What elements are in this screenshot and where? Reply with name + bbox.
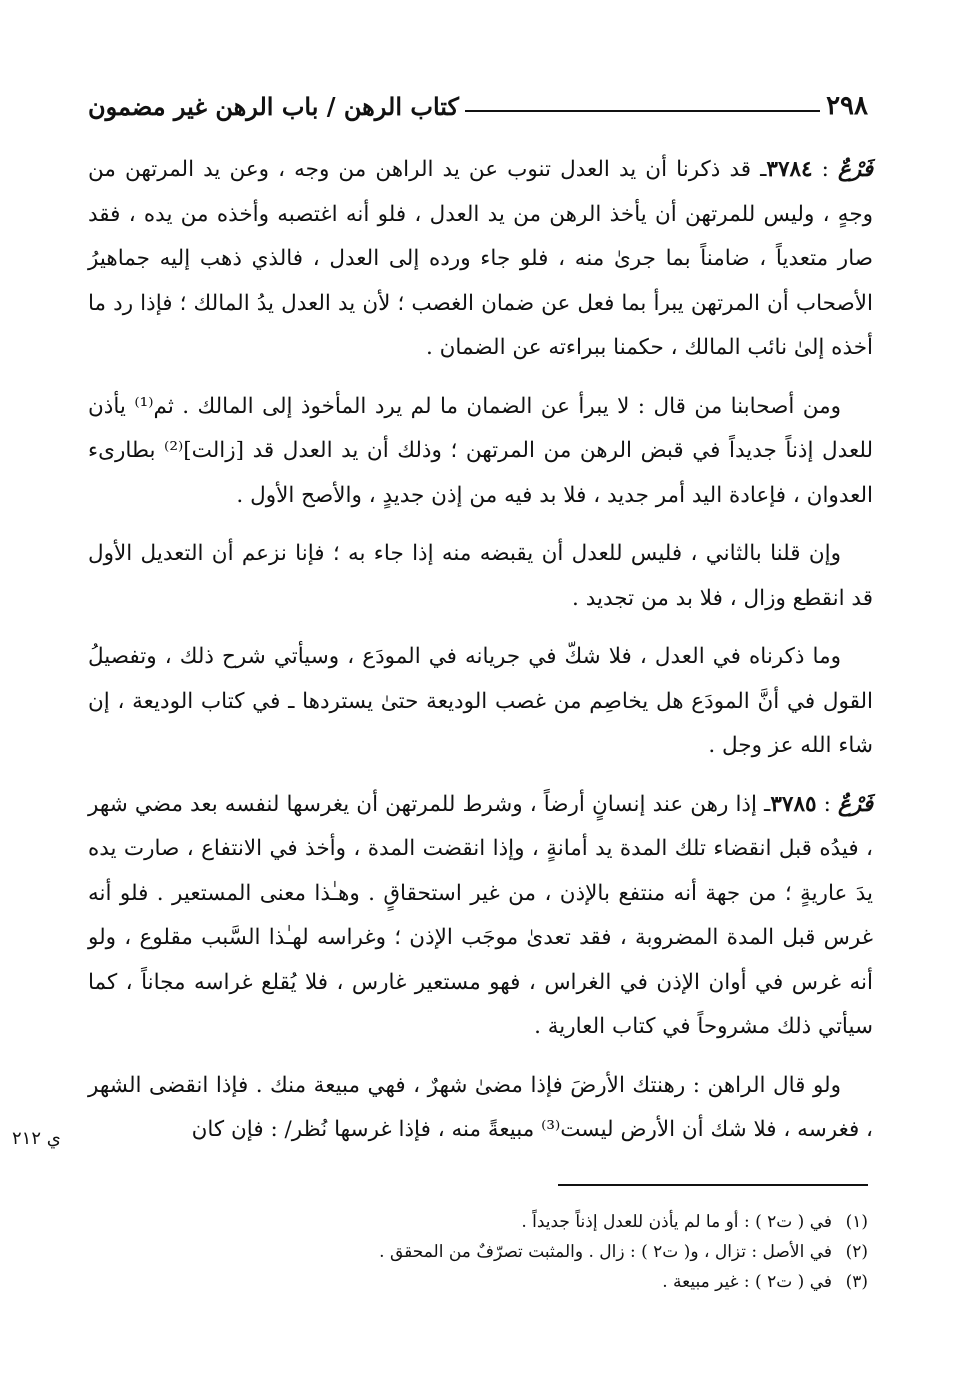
footnote-1 — [300, 1207, 868, 1237]
footnote-2 — [300, 1237, 868, 1267]
footnote-rule — [558, 1184, 868, 1186]
paragraph: ومن أصحابنا من قال : لا يبرأ عن الضمان ما لم يرد المأخوذ إلى المالك . ثم⁽¹⁾ يأذن للعدل إذناً جديداً في قبض الرهن من المرتهن ؛ وذلك أن يد العدل قد [زالت]⁽²⁾ بطارىء العدوان ، فإعادة اليد أمر جديد ، فلا بد فيه من إذن جديدٍ ، والأصح الأول . — [88, 393, 873, 508]
footnote-text: في الأصل : تزال ، و( ت٢ ) : زال . والمثبت تصرّفٌ من المحقق . — [379, 1242, 832, 1262]
footnote-text: في ( ت٢ ) : غير مبيعة . — [662, 1272, 832, 1292]
paragraph: وما ذكرناه في العدل ، فلا شكّ في جريانه في المودَع ، وسيأتي شرح ذلك ، وتفصيلُ القول في أنَّ المودَع هل يخاصِم من غصب الوديعة حتىٰ يستردها ـ في كتاب الوديعة ، إن شاء الله عز وجل . — [88, 644, 873, 758]
running-title: كتاب الرهن / باب الرهن غير مضمون — [88, 91, 459, 121]
page-header — [88, 86, 868, 126]
paragraph: وإن قلنا بالثاني ، فليس للعدل أن يقبضه منه إذا جاء به ؛ فإنا نزعم أن التعديل الأول قد انقطع وزال ، فلا بد من تجديد . — [88, 541, 873, 611]
paragraph-3784 — [88, 148, 873, 371]
far-heading: فَرْعٌ — [838, 157, 873, 182]
footnote-text: في ( ت٢ ) : أو ما لم يأذن للعدل إذناً جديداً . — [521, 1212, 832, 1232]
paragraph-text: ـ قد ذكرنا أن يد العدل تنوب عن يد الراهن من وجه ، وعن يد المرتهن من وجهٍ ، وليس للمرتهن أن يأخذ الرهن من يد العدل ، فلو أنه اغتصبه وأخذه من يده ، فقد صار متعدياً ، ضامناً بما جرىٰ منه ، فلو جاء ورده إلى العدل ، فالذي ذهب إليه جماهيرُ الأصحاب أن المرتهن يبرأ بما فعل عن ضمان الغصب ؛ لأن يد العدل يدُ المالك ؛ فإذا رد ما أخذه إلىٰ نائب المالك ، حكمنا ببراءته عن الضمان . — [88, 157, 873, 360]
footnote-3 — [300, 1267, 868, 1297]
main-text — [88, 148, 873, 1167]
header-rule — [465, 110, 820, 112]
paragraph-3785 — [88, 783, 873, 1050]
issue-number: ٣٧٨٥ — [770, 791, 817, 817]
footnotes — [300, 1207, 868, 1297]
page-number: ٢٩٨ — [826, 91, 868, 121]
footnote-number: (٣) — [845, 1272, 868, 1292]
footnote-number: (٢) — [845, 1242, 868, 1262]
issue-number: ٣٧٨٤ — [766, 157, 813, 182]
colon: : — [812, 157, 839, 182]
footnote-number: (١) — [845, 1212, 868, 1232]
manuscript-margin-note: ي ٢١٢ — [12, 1128, 61, 1149]
colon: : — [816, 791, 838, 817]
paragraph: ولو قال الراهن : رهنتك الأرضَ فإذا مضىٰ شهرٌ ، فهي مبيعة منك . فإذا انقضى الشهر ، فغرسه ، فلا شك أن الأرض ليست⁽³⁾ مبيعةً منه ، فإذا غرسها نُظر/ : فإن كان — [88, 1072, 873, 1142]
paragraph-text: ـ إذا رهن عند إنسانٍ أرضاً ، وشرط للمرتهن أن يغرسها لنفسه بعد مضي شهر ، فيدُه قبل انقضاء تلك المدة يد أمانةٍ ، وإذا انقضت المدة ، وأخذ في الانتفاع ، صارت يده يدَ عاريةٍ ؛ من جهة أنه منتفع بالإذن ، من غير استحقاقٍ . وهـٰذا معنى المستعير . فلو أنه غرس قبل المدة المضروبة ، فقد تعدىٰ موجَب الإذن ؛ وغراسه لهـٰذا السَّبب مقلوع ، ولو أنه غرس في أوان الإذن في الغراس ، فهو مستعير غارس ، فلا يُقلع غراسه مجاناً ، كما سيأتي ذلك مشروحاً في كتاب العارية . — [88, 791, 873, 1039]
far-heading: فَرْعٌ — [838, 791, 873, 817]
